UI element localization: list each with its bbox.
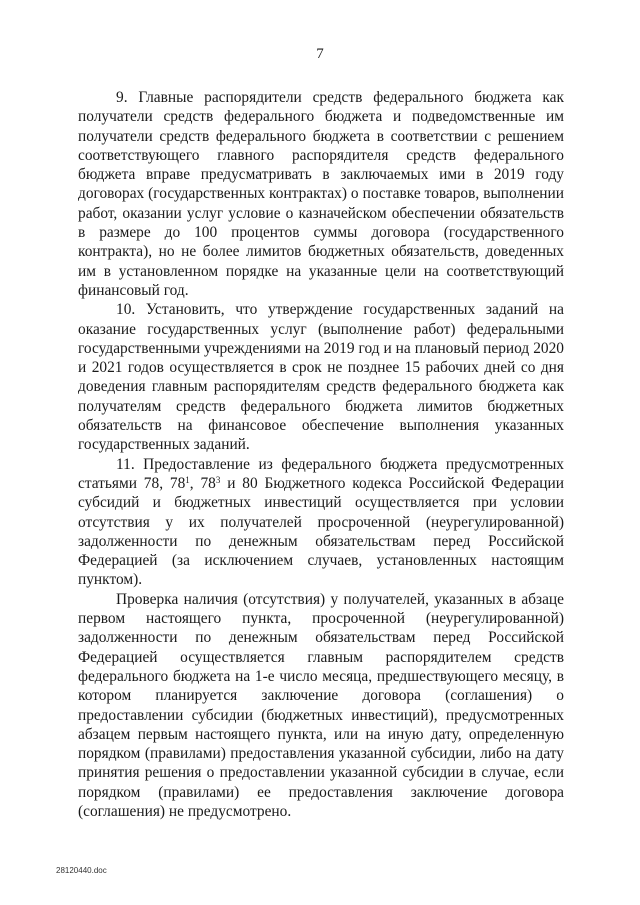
page-number: 7 [316,46,324,62]
paragraph-11 [78,455,564,590]
paragraph-11-text-start: 11. Предоставление из федерального бюджета предусмотренных статьями 78, 78 [78,455,564,492]
paragraph-9: 9. Главные распорядители средств федерального бюджета как получатели средств федерального бюджета и подведомственные им получатели средств федерального бюджета в соответствии с решением соответствующего главного распорядителя средств федерального бюджета вправе предусматривать в заключаемых ими в 2019 году договорах (государственных контрактах) о поставке товаров, выполнении работ, оказании услуг условие о казначейском обеспечении обязательств в размере до 100 процентов суммы договора (государственного контракта), но не более лимитов бюджетных обязательств, доведенных им в установленном порядке на указанные цели на соответствующий финансовый год. [78,89,564,299]
document-body [78,88,564,821]
document-code: 28120440.doc [56,866,107,875]
paragraph-11-text-mid: , 78 [189,474,216,492]
paragraph-verification: Проверка наличия (отсутствия) у получателей, указанных в абзаце первом настоящего пункта, просроченной (неурегулированной) задолженности по денежным обязательствам перед Российской Федерацией осуществляется главным распорядителем средств федерального бюджета на 1-е число месяца, предшествующего месяцу, в котором планируется заключение договора (соглашения) о предоставлении субсидии (бюджетных инвестиций), предусмотренных абзацем первым настоящего пункта, или на иную дату, определенную порядком (правилами) предоставления указанной субсидии, либо на дату принятия решения о предоставлении указанной субсидии в случае, если порядком (правилами) ее предоставления заключение договора (соглашения) не предусмотрено. [78,590,564,820]
superscript-3: 3 [215,474,221,485]
paragraph-10: 10. Установить, что утверждение государственных заданий на оказание государственных услуг (выполнение работ) федеральными государственными учреждениями на 2019 год и на плановый период 2020 и 2021 годов осуществляется в срок не позднее 15 рабочих дней со дня доведения главным распорядителям средств федерального бюджета как получателям средств федерального бюджета лимитов бюджетных обязательств на финансовое обеспечение выполнения указанных государственных заданий. [78,301,564,454]
superscript-1: 1 [185,474,190,485]
paragraph-11-text-end: и 80 Бюджетного кодекса Российской Федерации субсидий и бюджетных инвестиций осуществляется при условии отсутствия у их получателей просроченной (неурегулированной) задолженности по денежным обязательствам перед Российской Федерацией (за исключением случаев, установленных настоящим пунктом). [78,474,564,589]
